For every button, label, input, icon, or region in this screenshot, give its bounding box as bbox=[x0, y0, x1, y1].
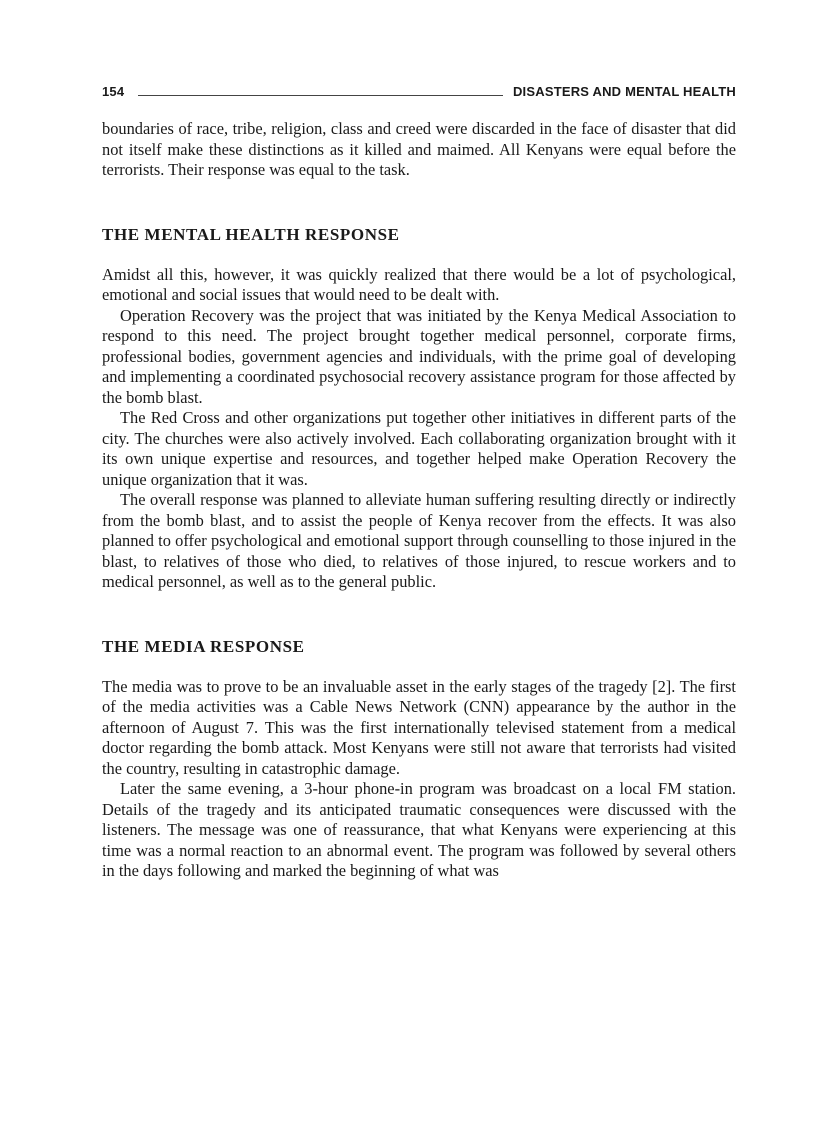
intro-paragraph: boundaries of race, tribe, religion, class and creed were discarded in the face of disaster that did not itself make these distinctions as it killed and maimed. All Kenyans were equal before the terrorists. Their response was equal to the task. bbox=[102, 119, 736, 179]
book-page bbox=[102, 76, 736, 882]
section-body-mental-health bbox=[102, 265, 736, 593]
paragraph: Operation Recovery was the project that was initiated by the Kenya Medical Association to respond to this need. The project brought together medical personnel, corporate firms, professional bodies, government agencies and individuals, with the prime goal of developing and implementing a coordinated psychosocial recovery assistance program for those affected by the bomb blast. bbox=[102, 305, 736, 407]
running-title: DISASTERS AND MENTAL HEALTH bbox=[512, 84, 736, 99]
section-heading-media: THE MEDIA RESPONSE bbox=[102, 636, 305, 656]
intro-block bbox=[102, 119, 736, 181]
paragraph: The overall response was planned to alleviate human suffering resulting directly or indirectly from the bomb blast, and to assist the people of Kenya recover from the effects. It was also planned to offer psychological and emotional support through counselling to those injured in the blast, to relatives of those who died, to relatives of those injured, to rescue workers and to medical personnel, as well as to the general public. bbox=[102, 490, 736, 591]
paragraph: Later the same evening, a 3-hour phone-in program was broadcast on a local FM station. Details of the tragedy and its anticipated traumatic consequences were discussed with the listeners. The message was one of reassurance, that what Kenyans were experiencing at this time was a normal reaction to an abnormal event. The program was followed by several others in the days following and marked the beginning of what was bbox=[102, 779, 736, 880]
paragraph: Amidst all this, however, it was quickly realized that there would be a lot of psychological, emotional and social issues that would need to be dealt with. bbox=[102, 264, 736, 304]
running-header bbox=[102, 76, 736, 100]
section-body-media bbox=[102, 677, 736, 882]
paragraph: The Red Cross and other organizations put together other initiatives in different parts of the city. The churches were also actively involved. Each collaborating organization brought with it its own unique expertise and resources, and together helped make Operation Recovery the unique organization that it was. bbox=[102, 408, 736, 489]
header-rule bbox=[138, 95, 503, 96]
paragraph: The media was to prove to be an invaluable asset in the early stages of the tragedy [2]. The first of the media activities was a Cable News Network (CNN) appearance by the author in the afternoon of August 7. This was the first internationally televised statement from a medical doctor regarding the bomb attack. Most Kenyans were still not aware that terrorists had visited the country, resulting in catastrophic damage. bbox=[102, 676, 736, 778]
page-number: 154 bbox=[102, 84, 125, 99]
section-heading-mental-health: THE MENTAL HEALTH RESPONSE bbox=[102, 224, 400, 244]
